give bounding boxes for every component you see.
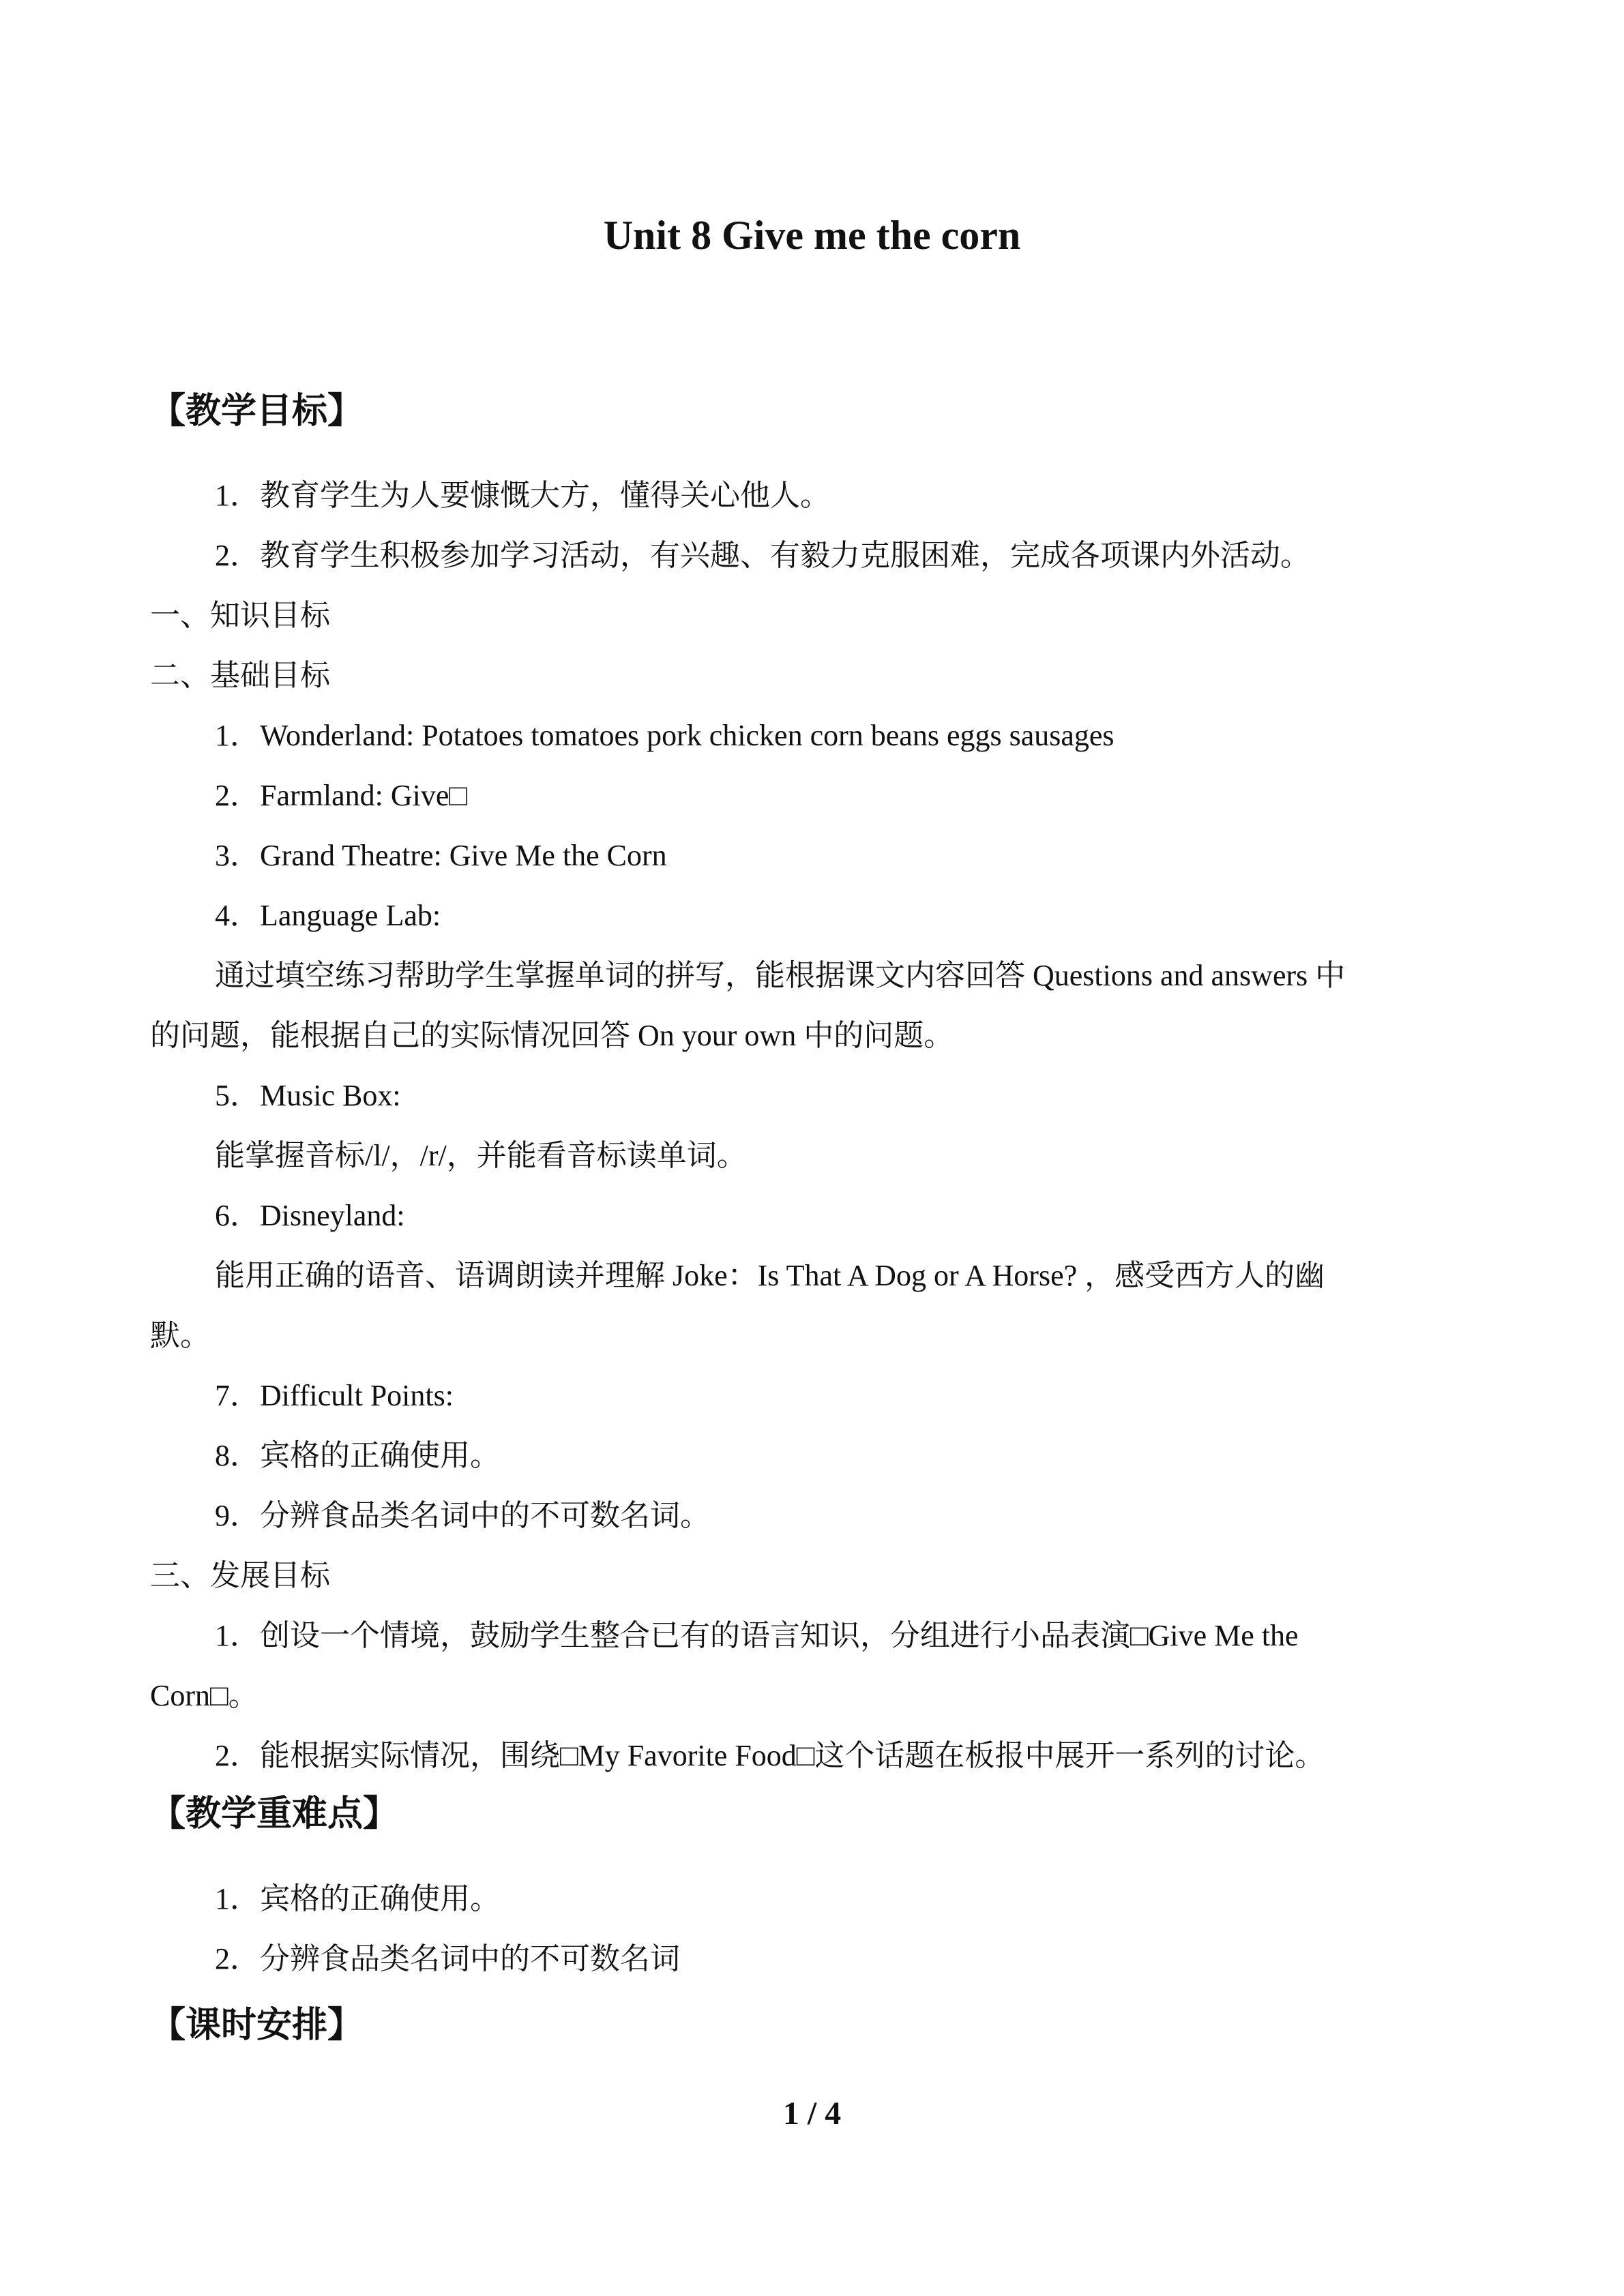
basic-item-5-description: 能掌握音标/l/，/r/，并能看音标读单词。 xyxy=(215,1139,747,1172)
basic-item-6-description-line-1: 能用正确的语音、语调朗读并理解 Joke：Is That A Dog or A Horse? ，感受西方人的幽 xyxy=(215,1259,1325,1292)
basic-item-8: 8．宾格的正确使用。 xyxy=(215,1439,500,1472)
section-heading-schedule: 【课时安排】 xyxy=(150,2005,364,2046)
document-title: Unit 8 Give me the corn xyxy=(603,213,1021,258)
section-heading-teaching-goals: 【教学目标】 xyxy=(150,391,364,432)
basic-item-6: 6．Disneyland: xyxy=(215,1199,405,1232)
subheading-knowledge-goals: 一、知识目标 xyxy=(150,599,330,632)
basic-item-1: 1．Wonderland: Potatoes tomatoes pork chicken corn beans eggs sausages xyxy=(215,719,1114,752)
subheading-basic-goals: 二、基础目标 xyxy=(150,659,330,692)
basic-item-7: 7．Difficult Points: xyxy=(215,1379,454,1412)
goal-item-1: 1．教育学生为人要慷慨大方，懂得关心他人。 xyxy=(215,479,830,512)
basic-item-2: 2．Farmland: Give□ xyxy=(215,779,467,812)
develop-item-1-line-2: Corn□。 xyxy=(150,1679,259,1712)
develop-item-1-line-1: 1．创设一个情境，鼓励学生整合已有的语言知识，分组进行小品表演□Give Me the xyxy=(215,1619,1299,1652)
develop-item-2: 2．能根据实际情况，围绕□My Favorite Food□这个话题在板报中展开一系列的讨论。 xyxy=(215,1739,1325,1772)
key-item-1: 1．宾格的正确使用。 xyxy=(215,1882,500,1915)
basic-item-4-description-line-1: 通过填空练习帮助学生掌握单词的拼写，能根据课文内容回答 Questions and answers 中 xyxy=(215,959,1346,992)
basic-item-4-description-line-2: 的问题，能根据自己的实际情况回答 On your own 中的问题。 xyxy=(150,1019,954,1052)
goal-item-2: 2．教育学生积极参加学习活动，有兴趣、有毅力克服困难，完成各项课内外活动。 xyxy=(215,539,1310,572)
basic-item-9: 9．分辨食品类名词中的不可数名词。 xyxy=(215,1499,710,1532)
key-item-2: 2．分辨食品类名词中的不可数名词 xyxy=(215,1942,680,1976)
section-heading-key-difficult-points: 【教学重难点】 xyxy=(150,1793,399,1834)
basic-item-6-description-line-2: 默。 xyxy=(150,1319,210,1352)
page-number: 1 / 4 xyxy=(782,2096,842,2132)
subheading-development-goals: 三、发展目标 xyxy=(150,1559,330,1592)
basic-item-4: 4．Language Lab: xyxy=(215,899,441,932)
basic-item-3: 3．Grand Theatre: Give Me the Corn xyxy=(215,839,667,872)
basic-item-5: 5．Music Box: xyxy=(215,1079,401,1112)
